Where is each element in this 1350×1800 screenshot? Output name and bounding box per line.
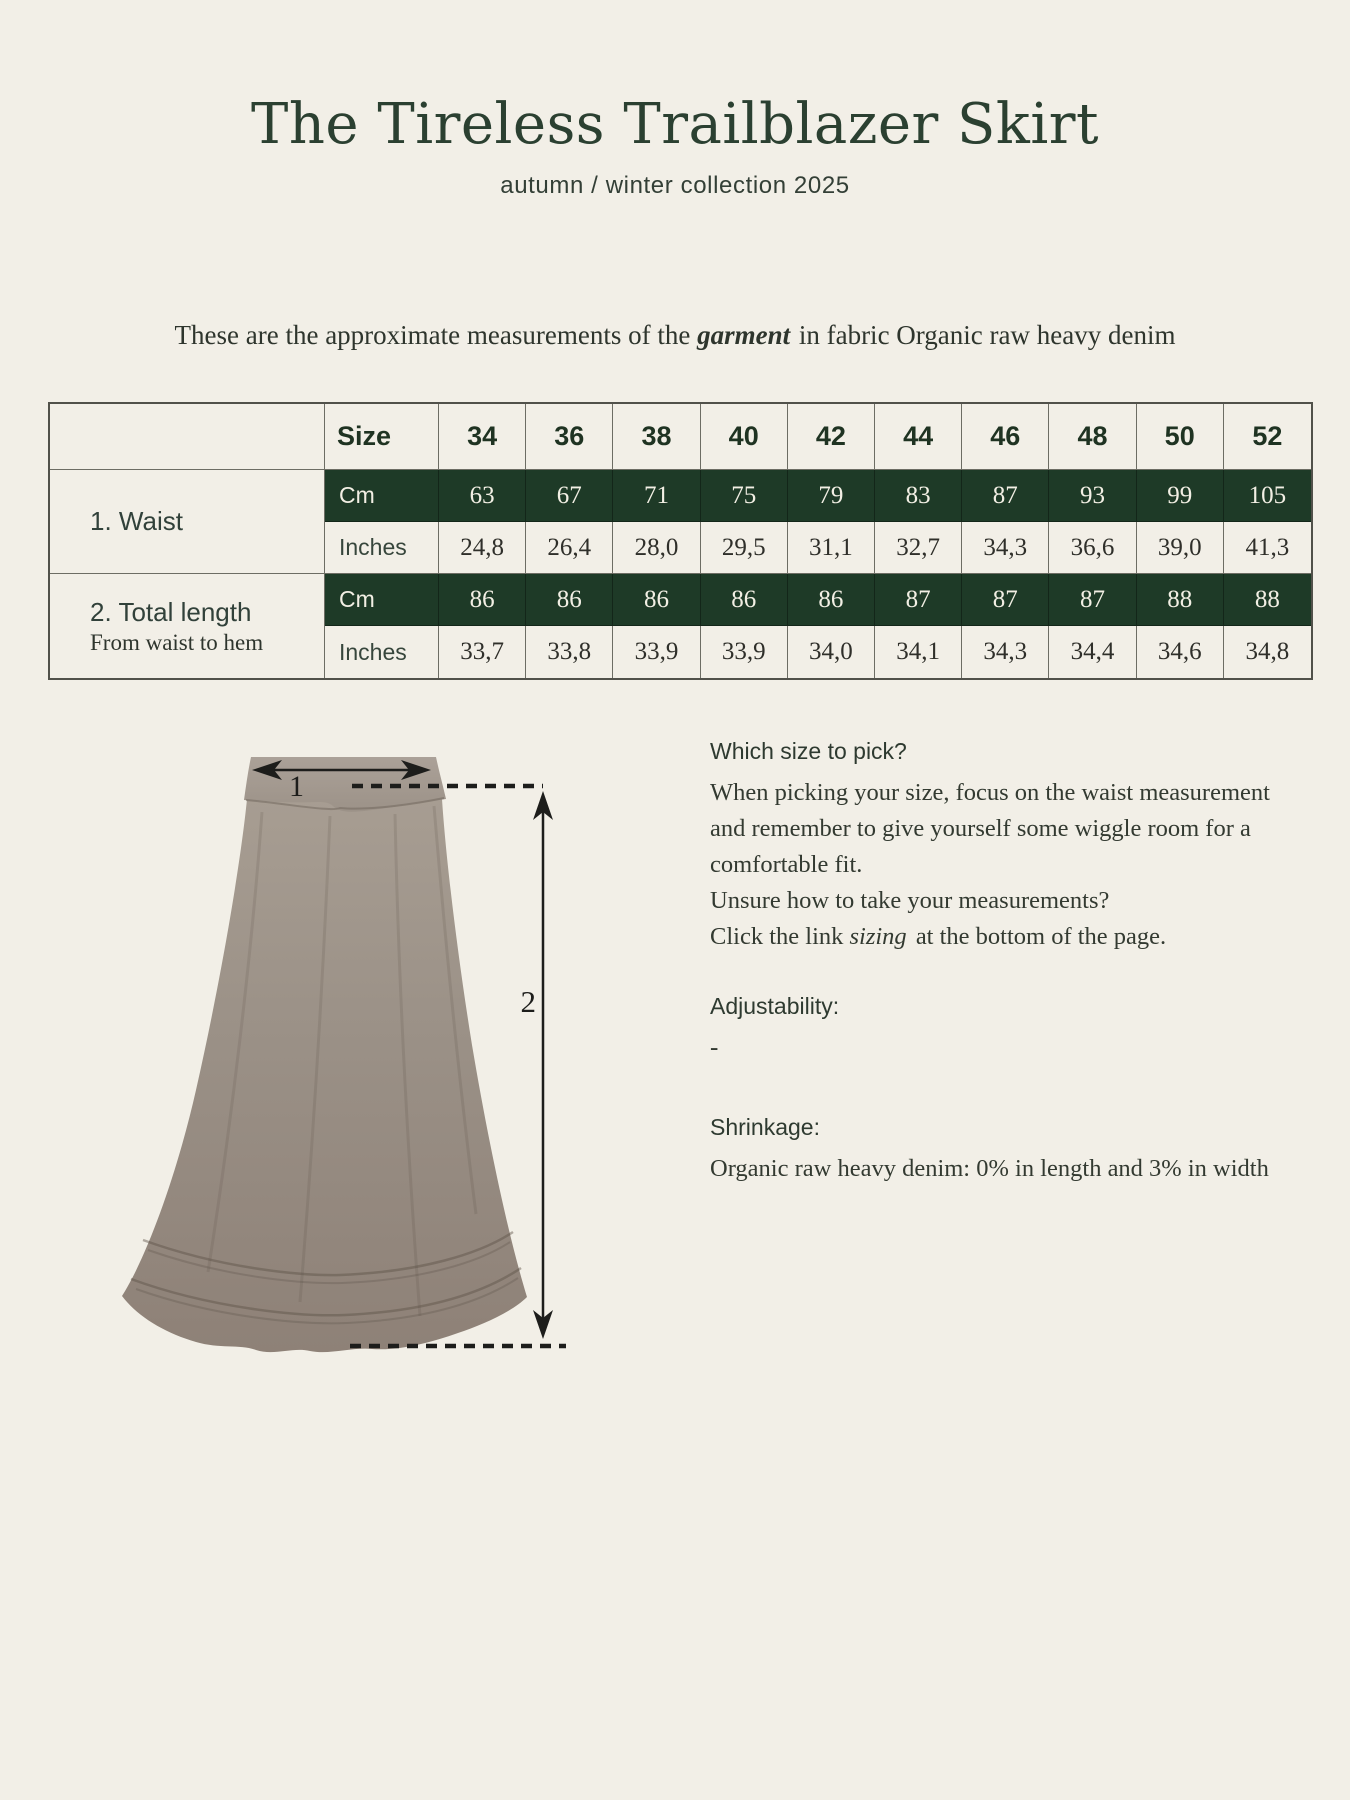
length-cm-value: 88 xyxy=(1137,574,1224,626)
size-column-header: 52 xyxy=(1224,404,1311,470)
size-column-header: 40 xyxy=(701,404,788,470)
length-cm-value: 87 xyxy=(1049,574,1136,626)
size-column-header: 38 xyxy=(613,404,700,470)
shrinkage-value: Organic raw heavy denim: 0% in length and 3% in width xyxy=(710,1155,1269,1182)
waist-cm-value: 67 xyxy=(526,470,613,522)
waist-inches-value: 31,1 xyxy=(788,522,875,574)
sizing-link[interactable]: sizing xyxy=(849,923,907,950)
size-column-header: 44 xyxy=(875,404,962,470)
waist-cm-value: 75 xyxy=(701,470,788,522)
length-label-text: 2. Total length xyxy=(90,596,252,627)
length-inches-value: 34,0 xyxy=(788,626,875,678)
waist-cm-value: 87 xyxy=(962,470,1049,522)
sizing-info-column xyxy=(710,738,1302,1183)
length-inches-value: 33,8 xyxy=(526,626,613,678)
length-inches-value: 34,6 xyxy=(1137,626,1224,678)
length-inches-value: 34,1 xyxy=(875,626,962,678)
skirt-measurement-diagram xyxy=(90,740,590,1365)
waist-inches-value: 29,5 xyxy=(701,522,788,574)
link-prefix-text: Click the link xyxy=(710,923,850,950)
waist-inches-value: 41,3 xyxy=(1224,522,1311,574)
size-column-header: 36 xyxy=(526,404,613,470)
length-cm-value: 87 xyxy=(962,574,1049,626)
link-suffix-text: at the bottom of the page. xyxy=(909,923,1167,950)
waist-inches-unit: Inches xyxy=(325,522,439,574)
table-corner-cell xyxy=(50,404,325,470)
skirt-body xyxy=(122,799,527,1352)
size-column-header: 48 xyxy=(1049,404,1136,470)
length-cm-value: 86 xyxy=(613,574,700,626)
length-inches-value: 34,3 xyxy=(962,626,1049,678)
waist-inches-value: 26,4 xyxy=(526,522,613,574)
length-inches-value: 34,4 xyxy=(1049,626,1136,678)
waist-cm-value: 83 xyxy=(875,470,962,522)
size-column-header: 34 xyxy=(439,404,526,470)
intro-emphasis: garment xyxy=(697,320,791,350)
waist-marker-label: 1 xyxy=(289,770,304,803)
length-inches-value: 33,7 xyxy=(439,626,526,678)
intro-text xyxy=(0,320,1350,351)
size-column-header: 46 xyxy=(962,404,1049,470)
size-header-cell: Size xyxy=(325,404,439,470)
waist-inches-value: 39,0 xyxy=(1137,522,1224,574)
length-inches-value: 33,9 xyxy=(613,626,700,678)
length-cm-value: 88 xyxy=(1224,574,1311,626)
length-cm-value: 87 xyxy=(875,574,962,626)
sizing-link-line xyxy=(710,919,1302,955)
size-question-heading: Which size to pick? xyxy=(710,738,907,764)
waist-row-label xyxy=(50,470,325,574)
length-inches-unit: Inches xyxy=(325,626,439,678)
length-sublabel-text: From waist to hem xyxy=(90,629,264,655)
waist-cm-value: 105 xyxy=(1224,470,1311,522)
length-cm-value: 86 xyxy=(526,574,613,626)
intro-suffix: in fabric Organic raw heavy denim xyxy=(792,320,1176,350)
sizing-advice-text: When picking your size, focus on the waist measurement and remember to give yourself some wiggle room for a comfortable fit. xyxy=(710,779,1270,878)
size-column-header: 42 xyxy=(788,404,875,470)
size-table xyxy=(48,402,1313,680)
length-cm-value: 86 xyxy=(439,574,526,626)
waist-cm-value: 63 xyxy=(439,470,526,522)
waist-inches-value: 24,8 xyxy=(439,522,526,574)
length-cm-unit: Cm xyxy=(325,574,439,626)
waist-label-text: 1. Waist xyxy=(90,506,183,536)
waist-cm-value: 71 xyxy=(613,470,700,522)
length-marker-label: 2 xyxy=(520,984,536,1019)
length-measure-arrow xyxy=(533,791,553,1339)
adjustability-heading: Adjustability: xyxy=(710,993,840,1019)
waist-cm-unit: Cm xyxy=(325,470,439,522)
adjustability-value: - xyxy=(710,1034,719,1061)
length-inches-value: 33,9 xyxy=(701,626,788,678)
waist-inches-value: 28,0 xyxy=(613,522,700,574)
waist-inches-value: 36,6 xyxy=(1049,522,1136,574)
intro-prefix: These are the approximate measurements of the xyxy=(174,320,698,350)
waist-inches-value: 32,7 xyxy=(875,522,962,574)
shrinkage-heading: Shrinkage: xyxy=(710,1114,820,1140)
collection-subtitle: autumn / winter collection 2025 xyxy=(500,172,850,199)
waist-cm-value: 99 xyxy=(1137,470,1224,522)
unsure-text: Unsure how to take your measurements? xyxy=(710,887,1110,914)
waist-cm-value: 79 xyxy=(788,470,875,522)
waist-cm-value: 93 xyxy=(1049,470,1136,522)
length-cm-value: 86 xyxy=(701,574,788,626)
length-inches-value: 34,8 xyxy=(1245,638,1290,665)
length-cm-value: 86 xyxy=(788,574,875,626)
waist-inches-value: 34,3 xyxy=(962,522,1049,574)
length-row-label xyxy=(50,574,325,678)
page-title: The Tireless Trailblazer Skirt xyxy=(250,92,1100,157)
sizing-advice-paragraph xyxy=(710,775,1302,955)
size-column-header: 50 xyxy=(1137,404,1224,470)
